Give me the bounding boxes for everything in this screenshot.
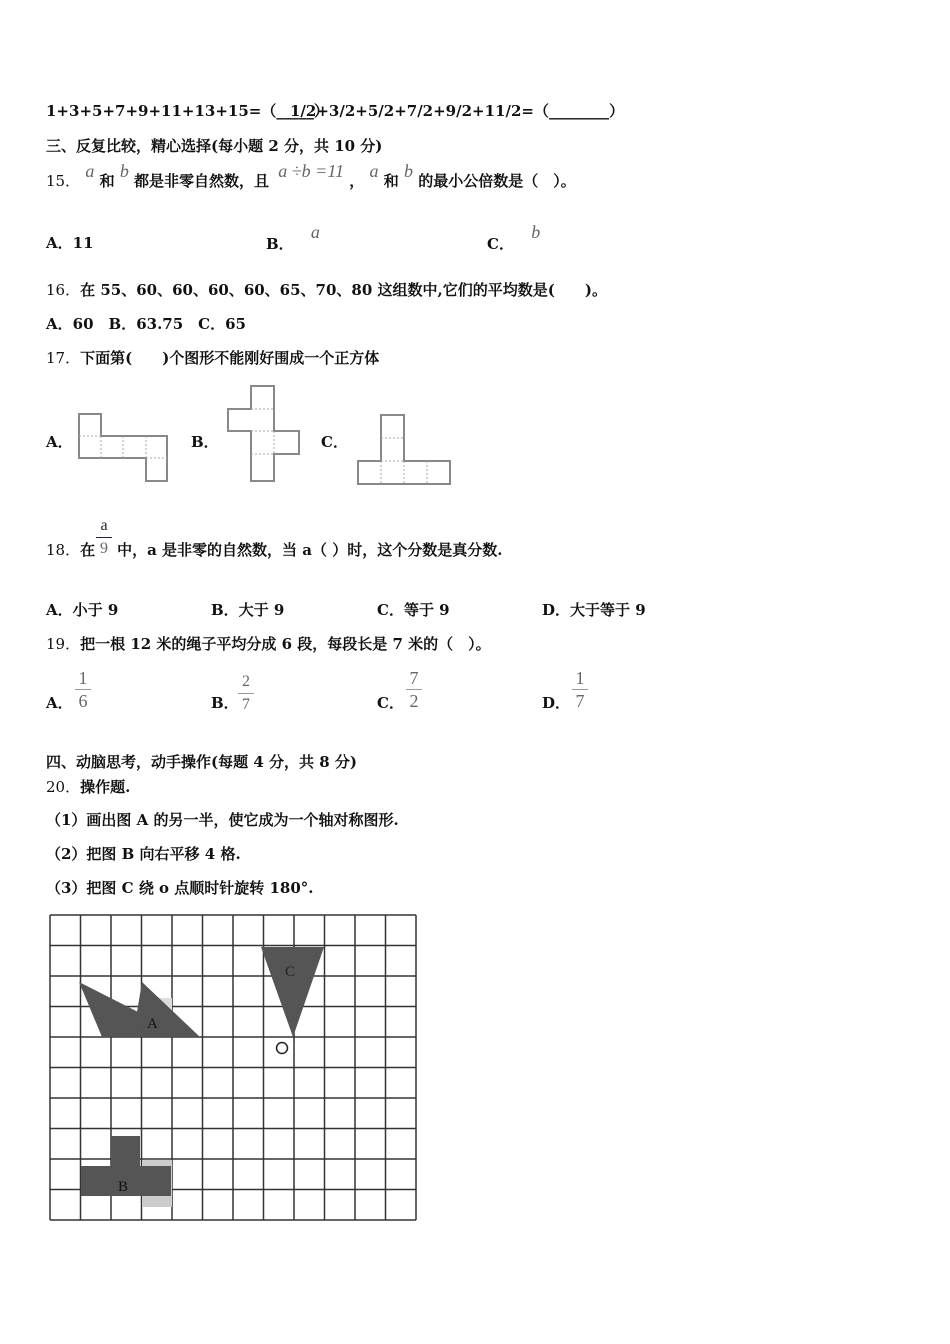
q20-step-2: （2）把图 B 向右平移 4 格. (46, 845, 241, 863)
q16-options[interactable]: A．60 B．63.75 C．65 (46, 315, 246, 333)
q18-text: 中，a 是非零的自然数，当 a（ ）时，这个分数是真分数. (117, 541, 503, 559)
q15-and2: 和 (383, 172, 399, 190)
q18-stem (46, 540, 502, 560)
q15-option-c[interactable]: C． b (487, 222, 541, 253)
q15-var-b2: b (403, 161, 413, 181)
q15-and: 和 (99, 172, 115, 190)
q15-stem (46, 161, 576, 191)
q17-text: 下面第( )个图形不能刚好围成一个正方体 (80, 349, 380, 367)
q19-option-d-label[interactable]: D． (542, 694, 571, 712)
q19-option-b-fraction[interactable]: 2 7 (238, 672, 254, 715)
q19-option-c-label[interactable]: C． (377, 694, 404, 712)
cube-net-a (78, 412, 170, 484)
q18-option-d[interactable]: D．大于等于 9 (542, 601, 646, 619)
q19-option-d-fraction[interactable]: 1 7 (572, 668, 588, 711)
q19-text: 把一根 12 米的绳子平均分成 6 段，每段长是 7 米的（ ）。 (80, 635, 491, 653)
q15-var-a2: a (369, 161, 379, 181)
q17-option-b[interactable]: B． (191, 433, 219, 451)
q19-option-b-label[interactable]: B． (211, 694, 239, 712)
shape-c-label: C (285, 964, 296, 980)
q15-var-a: a (85, 161, 95, 181)
q16-stem (46, 280, 607, 300)
q14-sum-odd: 1+3+5+7+9+11+13+15=（_____） (46, 102, 329, 120)
q19-option-a-label[interactable]: A． (46, 694, 73, 712)
section4-title: 四、动脑思考，动手操作(每题 4 分，共 8 分) (46, 753, 357, 771)
shape-b-label: B (118, 1179, 129, 1195)
section3-title: 三、反复比较，精心选择(每小题 2 分，共 10 分) (46, 137, 383, 155)
q16-number: 16． (46, 281, 81, 299)
q18-option-a[interactable]: A．小于 9 (46, 601, 119, 619)
shape-a (79, 982, 200, 1037)
q20-grid[interactable] (47, 910, 425, 1232)
q18-option-b[interactable]: B．大于 9 (211, 601, 285, 619)
q19-number: 19． (46, 635, 81, 653)
shape-b (81, 1136, 171, 1196)
q20-step-1: （1）画出图 A 的另一半，使它成为一个轴对称图形. (46, 811, 399, 829)
q15-var-b: b (119, 161, 129, 181)
q20-number: 20． (46, 778, 81, 796)
q17-number: 17． (46, 349, 81, 367)
cube-net-b (226, 385, 302, 483)
q20-title: 操作题. (80, 778, 131, 796)
q18-pre: 在 (80, 541, 96, 559)
q19-stem (46, 634, 491, 654)
q15-text1: 都是非零自然数，且 (134, 172, 270, 190)
q20-step-3: （3）把图 C 绕 o 点顺时针旋转 180°. (46, 879, 314, 897)
q15-comma: ， (349, 172, 365, 190)
q18-option-c[interactable]: C．等于 9 (377, 601, 450, 619)
q17-stem (46, 348, 379, 368)
q19-option-a-fraction[interactable]: 1 6 (75, 668, 91, 711)
q15-expression: a ÷b =11 (278, 161, 344, 181)
q15-option-a[interactable]: A．11 (46, 234, 94, 252)
q14-sum-halves: 1/2+3/2+5/2+7/2+9/2+11/2=（________） (290, 102, 624, 120)
q15-option-b[interactable]: B． a (266, 222, 320, 253)
q18-fraction: a 9 (96, 516, 112, 559)
q15-number: 15． (46, 172, 81, 190)
rotation-center-o (277, 1043, 288, 1054)
cube-net-c (356, 413, 452, 487)
q18-number: 18． (46, 541, 81, 559)
q17-option-c[interactable]: C． (321, 433, 348, 451)
q16-text: 在 55、60、60、60、60、65、70、80 这组数中,它们的平均数是( )。 (80, 281, 607, 299)
q20-stem (46, 777, 130, 797)
q17-option-a[interactable]: A． (46, 433, 73, 451)
q19-option-c-fraction[interactable]: 7 2 (406, 668, 422, 711)
shape-a-label: A (147, 1016, 158, 1032)
q15-text2: 的最小公倍数是（ ）。 (418, 172, 576, 190)
